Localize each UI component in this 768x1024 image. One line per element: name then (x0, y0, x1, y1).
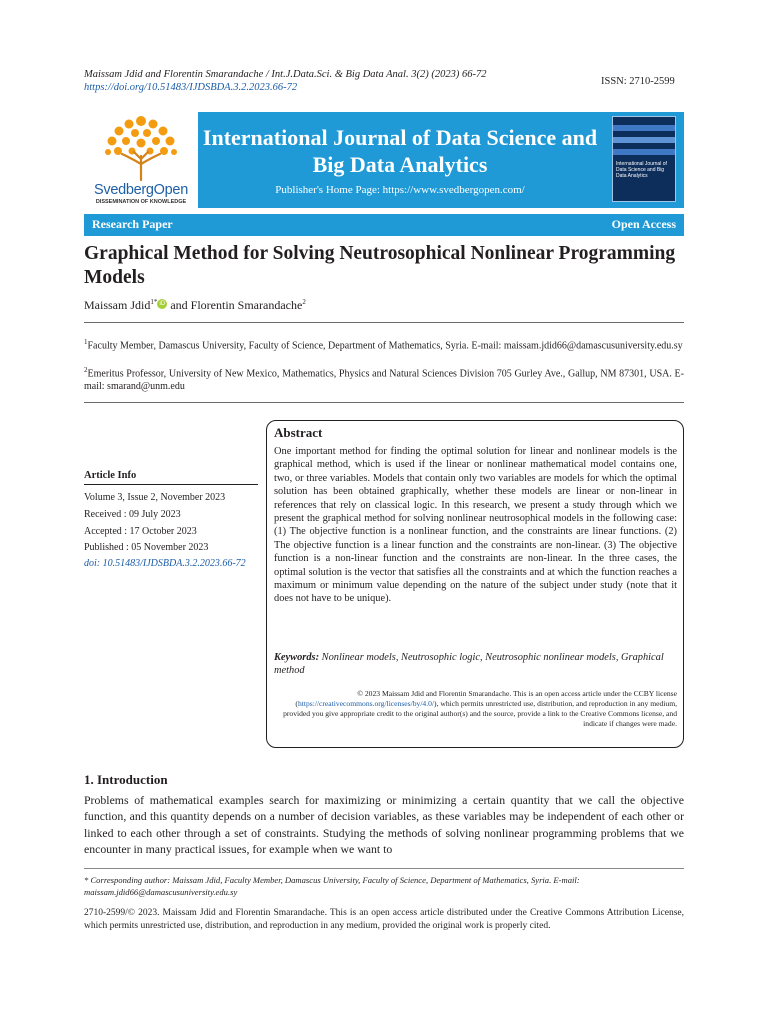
journal-title: International Journal of Data Science and Big Data Analytics (202, 125, 598, 177)
keywords (274, 651, 677, 678)
divider (84, 402, 684, 403)
issn: ISSN: 2710-2599 (601, 76, 675, 87)
publisher-home-page: Publisher's Home Page: https://www.svedbergopen.com/ (275, 184, 525, 196)
article-volume: Volume 3, Issue 2, November 2023 (84, 492, 226, 503)
author-name: Maissam Jdid (84, 298, 151, 312)
license-note (274, 689, 677, 729)
affiliation-text: Emeritus Professor, University of New Mexico, Mathematics, Physics and Natural Sciences Division 705 Gurley Ave., Gallup, NM 87301, USA. E-mail: smarand@unm.edu (84, 368, 684, 393)
affiliation-text: Faculty Member, Damascus University, Faculty of Science, Department of Mathematics, Syria. E-mail: maissam.jdid66@damascusuniversity.edu.sy (87, 340, 683, 352)
keywords-text: Nonlinear models, Neutrosophic logic, Neutrosophic nonlinear models, Graphical method (274, 652, 664, 677)
abstract-text: One important method for finding the optimal solution for linear and nonlinear models is the graphical method, which is used if the linear or nonlinear mathematical model contains one, two, or three variables. Models that contain only two variables are models for which the optimal solution has been obtained graphically, whether these models are linear or non-linear in references that rely on classical logic. In this research, we present a study through which we present the graphical method for solving nonlinear neutrosophical models in the following case: (1) The objective function is a nonlinear function, and the constraints are linear functions. (2) The objective function is a linear function and the constraints are non-linear. (3) The objective function is a non-linear function and the constraints are non-linear. In the three cases, the optimal solution is the vector that satisfies all the constraints and at which the function reaches a maximum or minimum value depending on the nature of the subject under study (note that it does not have to be unique). (274, 446, 677, 605)
affiliation-superscript: 2 (84, 366, 88, 374)
running-citation: Maissam Jdid and Florentin Smarandache / Int.J.Data.Sci. & Big Data Anal. 3(2) (2023) 66-72 (84, 69, 487, 80)
cover-stripe (613, 137, 676, 143)
intro-paragraph: Problems of mathematical examples search for maximizing or minimizing a certain quantity that we call the objective function, and this quantity depends on a number of decision variables, as these variables may be independent of each other or linked to each other through a set of constraints. Studying the methods of solving nonlinear programming problems that we encounter in many practical issues, for example when we want to (84, 793, 684, 856)
publisher-name: SvedbergOpen (94, 182, 188, 198)
tree-logo-icon (98, 114, 184, 182)
divider (84, 322, 684, 323)
article-accepted: Accepted : 17 October 2023 (84, 526, 197, 537)
license-link[interactable]: https://creativecommons.org/licenses/by/4.0/ (297, 699, 435, 708)
article-published: Published : 05 November 2023 (84, 542, 209, 553)
abstract-heading: Abstract (274, 425, 323, 440)
copyright-note: 2710-2599/© 2023. Maissam Jdid and Florentin Smarandache. This is an open access article distributed under the Creative Commons Attribution License, which permits unrestricted use, distribution, and reproduction in any medium, provided the original work is properly cited. (84, 908, 684, 931)
author-superscript: 2 (302, 298, 306, 306)
affiliation-superscript: 1 (84, 338, 88, 346)
cover-stripe (613, 149, 676, 155)
article-info-heading: Article Info (84, 470, 137, 481)
corresponding-author-note: * Corresponding author: Maissam Jdid, Faculty Member, Damascus University, Faculty of Science, Department of Mathematics, Syria. E-mail: maissam.jdid66@damascusuniversity.edu.sy (84, 875, 580, 897)
publisher-logo (84, 112, 198, 212)
keywords-label: Keywords: (274, 652, 320, 663)
divider (84, 484, 258, 485)
license-text: © 2023 Maissam Jdid and Florentin Smarandache. This is an open access article under the CCBY license ( (295, 689, 677, 708)
author-list (84, 298, 306, 313)
section-heading: 1. Introduction (84, 772, 168, 787)
article-doi-link[interactable]: doi: 10.51483/IJDSBDA.3.2.2023.66-72 (84, 558, 246, 569)
author-superscript: 1* (150, 298, 158, 306)
footnote-divider (84, 868, 684, 869)
access-type: Open Access (611, 217, 676, 231)
publisher-tagline: DISSEMINATION OF KNOWLEDGE (95, 199, 187, 205)
cover-title: International Journal of Data Science and Big Data Analytics (616, 161, 667, 179)
article-type: Research Paper (92, 217, 173, 231)
article-type-bar (84, 214, 684, 236)
journal-cover (612, 116, 676, 202)
author-name: and Florentin Smarandache (170, 298, 303, 312)
article-received: Received : 09 July 2023 (84, 509, 181, 520)
cover-stripe (613, 125, 676, 131)
affiliation-1 (84, 336, 684, 352)
orcid-icon[interactable]: iD (157, 299, 167, 309)
paper-title: Graphical Method for Solving Neutrosophical Nonlinear Programming Models (84, 243, 676, 288)
doi-link[interactable]: https://doi.org/10.51483/IJDSBDA.3.2.2023.66-72 (84, 82, 298, 93)
affiliation-2 (84, 364, 684, 393)
license-text: ), which permits unrestricted use, distribution, and reproduction in any medium, provided you give appropriate credit to the original author(s) and the source, provide a link to the Creative Commons license, and indicate if changes were made. (283, 699, 677, 728)
